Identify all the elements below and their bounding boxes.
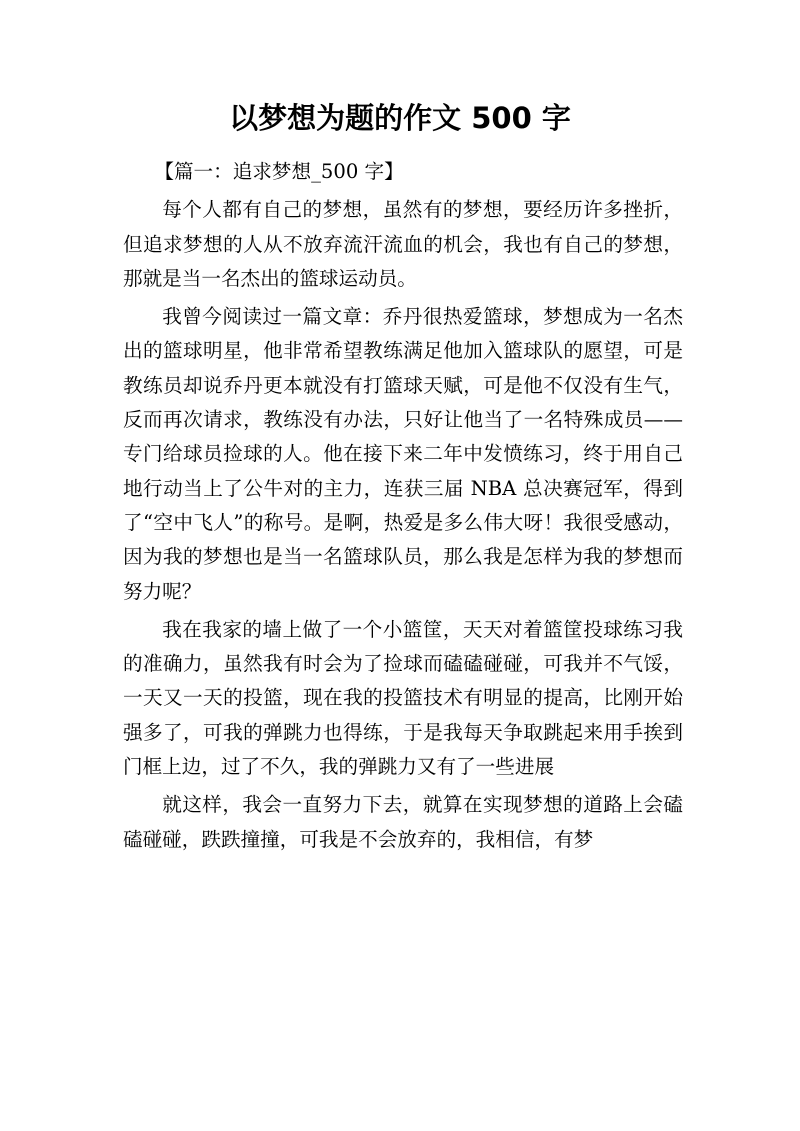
paragraph-4: 就这样，我会一直努力下去，就算在实现梦想的道路上会磕磕碰碰，跌跌撞撞，可我是不会放弃的，我相信，有梦	[123, 793, 683, 851]
paragraph-1: 每个人都有自己的梦想，虽然有的梦想，要经历许多挫折，但追求梦想的人从不放弃流汗流血的机会，我也有自己的梦想，那就是当一名杰出的篮球运动员。	[123, 198, 683, 290]
document-body	[123, 155, 683, 861]
document-title: 以梦想为题的作文 500 字	[229, 101, 571, 135]
paragraph-2: 我曾今阅读过一篇文章：乔丹很热爱篮球，梦想成为一名杰出的篮球明星，他非常希望教练满足他加入篮球队的愿望，可是教练员却说乔丹更本就没有打篮球天赋，可是他不仅没有生气，反而再次请求，教练没有办法，只好让他当了一名特殊成员——专门给球员捡球的人。他在接下来二年中发愤练习，终于用自己地行动当上了公牛对的主力，连获三届 NBA 总决赛冠军，得到了“空中飞人”的称号。是啊，热爱是多么伟大呀！我很受感动，因为我的梦想也是当一名篮球队员，那么我是怎样为我的梦想而努力呢？	[123, 305, 683, 603]
section-heading: 【篇一：追求梦想_500 字】	[154, 160, 404, 183]
paragraph-3: 我在我家的墙上做了一个小篮筐，天天对着篮筐投球练习我的准确力，虽然我有时会为了捡球而磕磕碰碰，可我并不气馁，一天又一天的投篮，现在我的投篮技术有明显的提高，比刚开始强多了，可我的弹跳力也得练，于是我每天争取跳起来用手挨到门框上边，过了不久，我的弹跳力又有了一些进展	[123, 617, 683, 779]
